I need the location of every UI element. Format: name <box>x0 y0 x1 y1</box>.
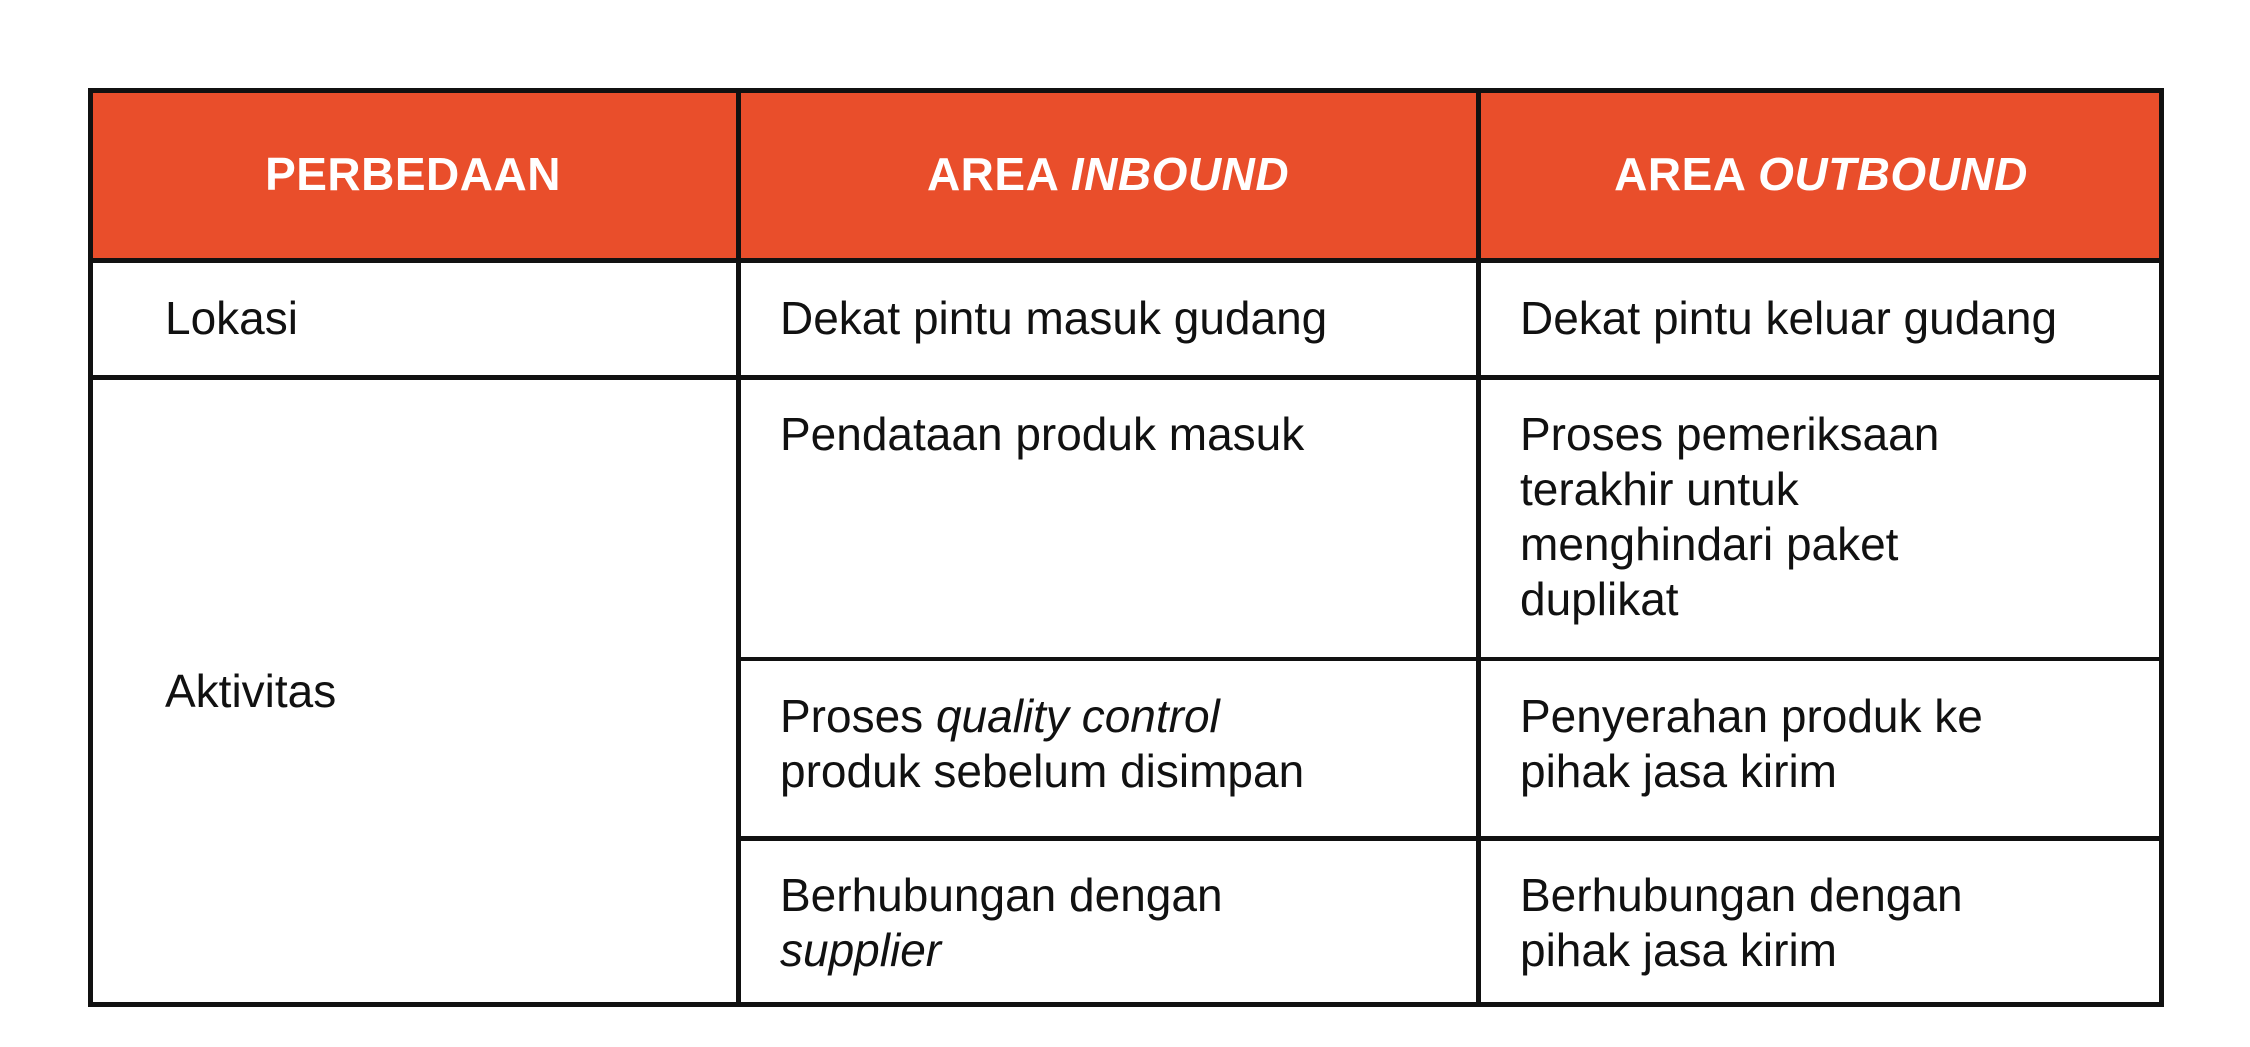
cell-text: Berhubungan dengan pihak jasa kirim <box>1520 869 1963 976</box>
cell-text: Dekat pintu masuk gudang <box>780 292 1328 344</box>
cell-text: Proses pemeriksaan terakhir untuk menghindari paket duplikat <box>1520 408 1940 625</box>
cell-aktivitas-inbound-1 <box>738 377 1438 659</box>
row-label-aktivitas <box>165 377 725 1006</box>
cell-text: Dekat pintu keluar gudang <box>1520 292 2058 344</box>
cell-aktivitas-inbound-2 <box>738 659 1338 838</box>
header-area-outbound <box>1478 88 2164 260</box>
header-label-italic: OUTBOUND <box>1758 147 2028 200</box>
cell-aktivitas-outbound-1 <box>1478 377 2038 659</box>
row-divider <box>736 657 2164 661</box>
cell-text: produk sebelum disimpan <box>780 745 1305 797</box>
row-divider <box>88 375 2164 380</box>
cell-text-italic: quality control <box>935 690 1220 742</box>
cell-text: Lokasi <box>165 292 298 344</box>
header-label-italic: INBOUND <box>1070 147 1290 200</box>
cell-lokasi-outbound <box>1520 260 2160 377</box>
cell-aktivitas-inbound-3 <box>738 838 1298 1006</box>
cell-text: Aktivitas <box>165 665 337 717</box>
header-label: AREA <box>926 147 1071 200</box>
row-divider <box>736 836 2164 841</box>
border-top <box>88 88 2164 93</box>
column-divider <box>1476 88 1481 1007</box>
cell-aktivitas-outbound-2 <box>1478 659 2038 838</box>
border-left <box>88 88 93 1007</box>
cell-text: Proses <box>780 690 936 742</box>
border-right <box>2159 88 2164 1007</box>
header-divider <box>88 258 2164 263</box>
cell-text-italic: supplier <box>780 924 942 976</box>
row-label-lokasi <box>165 260 725 377</box>
border-bottom <box>88 1002 2164 1007</box>
cell-text: Penyerahan produk ke pihak jasa kirim <box>1520 690 1983 797</box>
header-label: PERBEDAAN <box>265 147 561 200</box>
cell-text: Berhubungan dengan <box>780 869 1223 921</box>
cell-lokasi-inbound <box>780 260 1470 377</box>
header-label: AREA <box>1614 147 1759 200</box>
header-area-inbound <box>738 88 1478 260</box>
cell-aktivitas-outbound-3 <box>1478 838 1998 1006</box>
cell-text: Pendataan produk masuk <box>780 408 1305 460</box>
comparison-table <box>88 88 2164 1006</box>
header-perbedaan <box>88 88 738 260</box>
column-divider <box>736 88 741 1007</box>
